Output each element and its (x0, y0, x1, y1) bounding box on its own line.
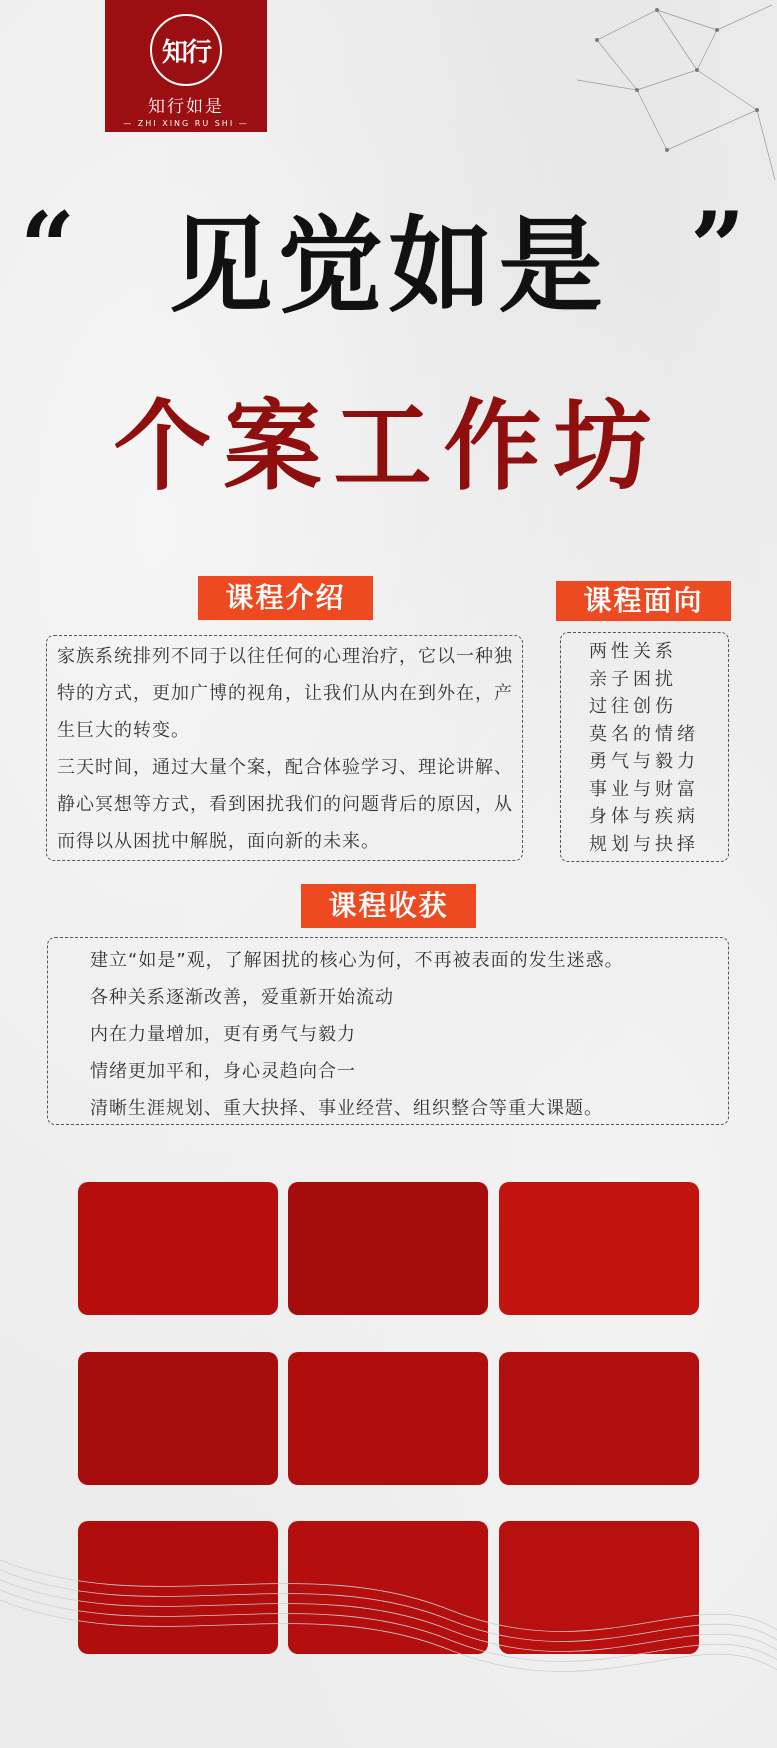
subheadline: 个案工作坊 (113, 389, 664, 504)
intro-panel (46, 635, 523, 861)
gains-item: 建立“如是”观，了解困扰的核心为何，不再被表面的发生迷惑。 (90, 950, 624, 971)
intro-label: 课程介绍 (198, 576, 373, 620)
audience-label: 课程面向 (556, 581, 731, 621)
gains-label: 课程收获 (301, 884, 476, 928)
logo-name: 知行如是 (148, 97, 224, 117)
audience-item: 勇气与毅力 (589, 751, 699, 772)
photo-placeholder-3 (499, 1182, 699, 1315)
gains-item: 内在力量增加，更有勇气与毅力 (90, 1024, 356, 1045)
photo-placeholder-5 (288, 1352, 488, 1485)
brand-logo (105, 0, 267, 132)
audience-item: 亲子困扰 (589, 668, 677, 690)
photo-placeholder-4 (78, 1352, 278, 1485)
photo-placeholder-6 (499, 1352, 699, 1485)
audience-item: 规划与抉择 (589, 833, 699, 855)
intro-paragraph-1: 家族系统排列不同于以往任何的心理治疗，它以一种独特的方式，更加广博的视角，让我们从内在到外在，产生巨大的转变。 (57, 646, 513, 741)
intro-paragraph-2: 三天时间，通过大量个案，配合体验学习、理论讲解、静心冥想等方式，看到困扰我们的问题背后的原因，从而得以从困扰中解脱，面向新的未来。 (57, 757, 513, 852)
open-quote: “ (20, 191, 76, 304)
close-quote: ” (690, 191, 746, 304)
audience-item: 两性关系 (589, 641, 677, 662)
audience-panel (560, 632, 729, 862)
photo-placeholder-1 (78, 1182, 278, 1315)
audience-item: 莫名的情绪 (589, 723, 699, 745)
audience-item: 身体与疾病 (589, 806, 699, 827)
gains-item: 清晰生涯规划、重大抉择、事业经营、组织整合等重大课题。 (90, 1098, 603, 1119)
logo-seal: 知行 (150, 14, 222, 86)
audience-item: 事业与财富 (589, 778, 699, 800)
gains-item: 情绪更加平和，身心灵趋向合一 (90, 1061, 356, 1082)
wave-decoration (0, 1540, 777, 1740)
gains-panel (47, 937, 729, 1125)
headline: 见觉如是 (168, 205, 609, 327)
photo-placeholder-2 (288, 1182, 488, 1315)
gains-item: 各种关系逐渐改善，爱重新开始流动 (90, 987, 394, 1008)
logo-subtitle: — ZHI XING RU SHI — (123, 119, 249, 128)
audience-item: 过往创伤 (589, 696, 677, 717)
network-decoration (577, 0, 777, 190)
